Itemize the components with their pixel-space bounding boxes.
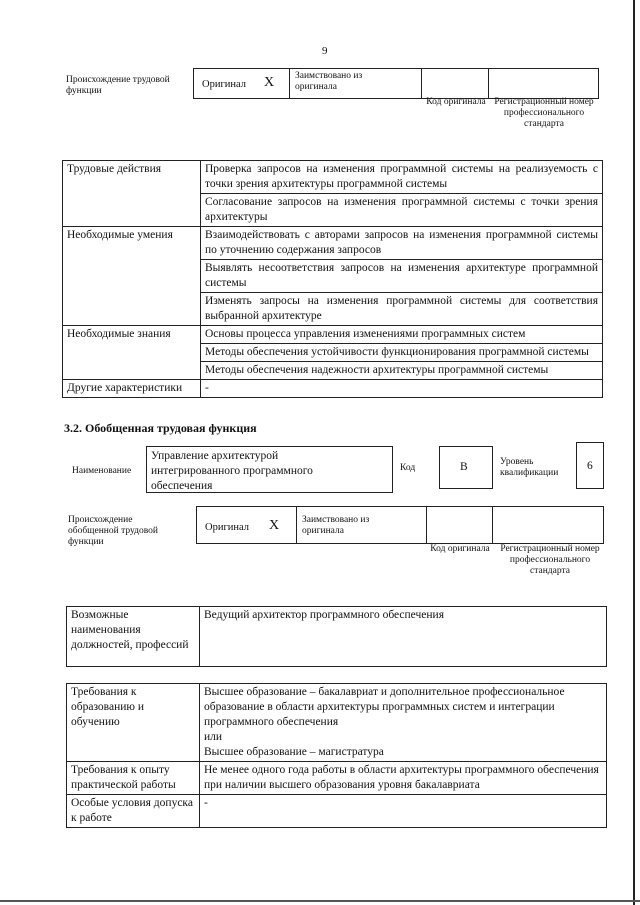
origin2-code-cell <box>426 506 493 544</box>
level-label: Уровень квалификации <box>500 457 559 478</box>
education-line-1: Высшее образование – бакалавриат и дополнительное профессиональное образование в области архитектуры программных систем и интеграции программного обеспечения <box>204 686 565 728</box>
origin2-original-cell <box>196 506 297 544</box>
code-value-cell <box>439 446 493 489</box>
origin2-label: Происхождение обобщенной трудовой функции <box>68 515 158 547</box>
original2-mark: X <box>269 518 280 533</box>
positions-table <box>66 606 607 667</box>
row-label-skills: Необходимые умения <box>63 227 201 326</box>
skill-item: Взаимодействовать с авторами запросов на изменения программной системы по уточнению содержания запросов <box>201 227 603 260</box>
level-value-cell <box>576 442 604 489</box>
row-label-other: Другие характеристики <box>63 380 201 398</box>
other-item: - <box>201 380 603 398</box>
name-value-cell <box>146 446 393 493</box>
code-original-caption: Код оригинала <box>426 97 486 107</box>
row-label-actions: Трудовые действия <box>63 161 201 227</box>
knowledge-item: Методы обеспечения устойчивости функционирования программной системы <box>201 344 603 362</box>
education-label: Требования к образованию и обучению <box>67 684 200 762</box>
borrowed2-label: Заимствовано из оригинала <box>302 515 370 536</box>
section-title: 3.2. Обобщенная трудовая функция <box>64 421 257 435</box>
origin-borrowed-cell <box>289 68 422 99</box>
education-value <box>200 684 607 762</box>
labor-function-table <box>62 160 603 398</box>
conditions-label: Особые условия допуска к работе <box>67 795 200 828</box>
code-original2-caption: Код оригинала <box>430 544 490 554</box>
page-number: 9 <box>322 45 328 57</box>
requirements-table <box>66 683 607 828</box>
reg-number2-caption: Регистрационный номер профессионального стандарта <box>500 544 600 576</box>
education-line-2: Высшее образование – магистратура <box>204 746 384 758</box>
code-value: B <box>460 461 468 473</box>
scan-edge-right <box>633 0 635 905</box>
action-item: Проверка запросов на изменения программной системы на реализуемость с точки зрения архитектуры программной системы <box>201 161 603 194</box>
skill-item: Изменять запросы на изменения программной системы для соответствия выбранной архитектуре <box>201 293 603 326</box>
original-label: Оригинал <box>202 79 246 90</box>
origin-original-cell <box>193 68 290 99</box>
experience-value: Не менее одного года работы в области архитектуры программного обеспечения при наличии высшего образования уровня бакалавриата <box>200 762 607 795</box>
skill-item: Выявлять несоответствия запросов на изменения архитектуре программной системы <box>201 260 603 293</box>
experience-label: Требования к опыту практической работы <box>67 762 200 795</box>
positions-value: Ведущий архитектор программного обеспечения <box>200 607 607 667</box>
row-label-knowledge: Необходимые знания <box>63 326 201 380</box>
origin2-borrowed-cell <box>296 506 427 544</box>
origin-label: Происхождение трудовой функции <box>66 75 170 96</box>
scan-edge-bottom <box>0 900 640 902</box>
origin2-reg-cell <box>492 506 604 544</box>
action-item: Согласование запросов на изменения программной системы с точки зрения архитектуры <box>201 194 603 227</box>
name-label: Наименование <box>72 466 132 476</box>
positions-label: Возможные наименования должностей, профессий <box>67 607 200 667</box>
borrowed-label: Заимствовано из оригинала <box>295 71 363 92</box>
original-mark: X <box>264 75 275 90</box>
reg-number-caption: Регистрационный номер профессионального стандарта <box>494 97 594 129</box>
name-value: Управление архитектурой интегрированного программного обеспечения <box>151 450 313 492</box>
original2-label: Оригинал <box>205 522 249 533</box>
knowledge-item: Методы обеспечения надежности архитектуры программной системы <box>201 362 603 380</box>
origin-code-cell <box>421 68 489 99</box>
level-value: 6 <box>587 460 593 472</box>
education-or: или <box>204 731 223 743</box>
knowledge-item: Основы процесса управления изменениями программных систем <box>201 326 603 344</box>
conditions-value: - <box>200 795 607 828</box>
code-label: Код <box>400 463 416 473</box>
origin-reg-cell <box>488 68 599 99</box>
